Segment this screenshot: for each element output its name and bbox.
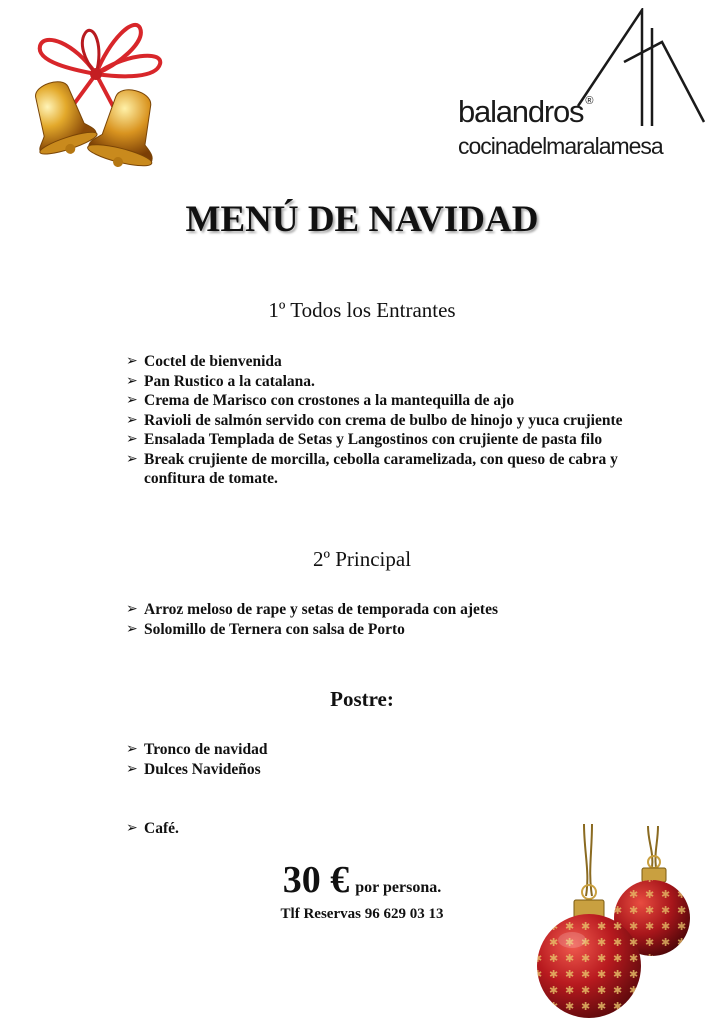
bullet-arrow-icon: ➢ (126, 393, 138, 408)
item-text: Tronco de navidad (144, 741, 268, 758)
brand-logo (456, 8, 706, 158)
list-item (126, 760, 646, 780)
brand-tagline: cocinadelmaralamesa (458, 133, 663, 159)
item-text: Ravioli de salmón servido con crema de bulbo de hinojo y yuca crujiente (144, 411, 623, 429)
dessert-list (126, 740, 646, 779)
reservation-phone: Tlf Reservas 96 629 03 13 (280, 906, 444, 922)
list-item (126, 600, 646, 620)
list-item (126, 620, 646, 640)
bullet-arrow-icon: ➢ (126, 432, 138, 447)
bullet-arrow-icon: ➢ (126, 451, 138, 467)
bullet-arrow-icon: ➢ (126, 621, 138, 637)
item-text: Pan Rustico a la catalana. (144, 372, 315, 390)
menu-title: MENÚ DE NAVIDAD (185, 199, 539, 240)
main-heading: 2º Principal (312, 547, 412, 571)
list-item (126, 391, 646, 411)
item-text: Arroz meloso de rape y setas de temporada con ajetes (144, 601, 498, 618)
brand-name (458, 96, 593, 127)
item-text: Solomillo de Ternera con salsa de Porto (144, 620, 405, 638)
bullet-arrow-icon: ➢ (126, 761, 138, 777)
list-item (126, 411, 646, 431)
bullet-arrow-icon: ➢ (126, 602, 138, 617)
bullet-arrow-icon: ➢ (126, 354, 138, 369)
bullet-arrow-icon: ➢ (126, 742, 138, 757)
registered-mark: ® (585, 94, 594, 107)
list-item (126, 352, 646, 372)
bullet-arrow-icon: ➢ (126, 821, 138, 836)
starters-heading: 1º Todos los Entrantes (268, 298, 456, 322)
christmas-ornaments-icon (530, 822, 724, 1024)
list-item (126, 740, 646, 760)
item-text: Dulces Navideños (144, 760, 261, 778)
dessert-heading: Postre: (330, 687, 394, 711)
main-list (126, 600, 646, 639)
item-text: Crema de Marisco con crostones a la mantequilla de ajo (144, 392, 515, 409)
starters-list (126, 352, 646, 489)
christmas-bells-icon (14, 12, 174, 174)
sailboat-logo-icon (576, 8, 706, 130)
list-item (126, 430, 646, 450)
item-text: Break crujiente de morcilla, cebolla caramelizada, con queso de cabra y confitura de tomate. (144, 450, 618, 487)
item-text: Café. (144, 820, 179, 837)
price-unit: por persona. (355, 879, 442, 896)
item-text: Coctel de bienvenida (144, 353, 282, 370)
list-item (126, 450, 646, 489)
bullet-arrow-icon: ➢ (126, 373, 138, 389)
list-item (126, 372, 646, 392)
bullet-arrow-icon: ➢ (126, 412, 138, 428)
item-text: Ensalada Templada de Setas y Langostinos con crujiente de pasta filo (144, 431, 603, 448)
price-value: 30 € (282, 859, 350, 901)
brand-name-text: balandros (458, 94, 584, 129)
